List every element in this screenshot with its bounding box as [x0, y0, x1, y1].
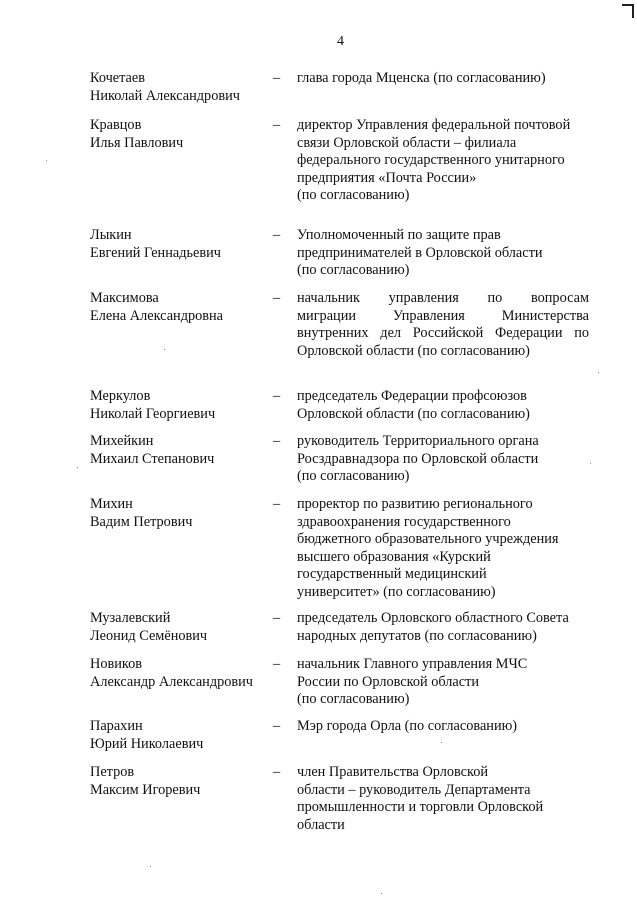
member-position	[297, 718, 589, 736]
member-position	[297, 496, 589, 602]
position-line: бюджетного образовательного учреждения	[297, 531, 559, 548]
separator-dash: –	[273, 117, 281, 133]
position-line: директор Управления федеральной почтовой	[297, 117, 571, 133]
separator-dash: –	[273, 433, 281, 449]
member-name	[90, 70, 275, 105]
member-surname: Музалевский	[90, 610, 171, 626]
separator-dash: –	[273, 656, 281, 672]
scan-speck	[150, 866, 151, 867]
separator-dash: –	[273, 764, 281, 780]
position-line: председатель Орловского областного Совета	[297, 610, 569, 626]
position-line: промышленности и торговли Орловской	[297, 799, 544, 816]
member-given-names: Илья Павлович	[90, 134, 184, 151]
scan-speck	[441, 742, 442, 743]
position-line: (по согласованию)	[297, 691, 410, 708]
member-given-names: Вадим Петрович	[90, 513, 193, 530]
member-name	[90, 433, 275, 468]
member-given-names: Евгений Геннадьевич	[90, 244, 221, 261]
position-line: глава города Мценска (по согласованию)	[297, 70, 546, 86]
member-surname: Петров	[90, 764, 135, 780]
member-name	[90, 227, 275, 262]
member-name	[90, 610, 275, 645]
position-line: области – руководитель Департамента	[297, 781, 531, 798]
page-number: 4	[337, 34, 344, 49]
separator-dash: –	[273, 227, 281, 243]
position-line: связи Орловской области – филиала	[297, 134, 517, 151]
position-line: (по согласованию)	[297, 187, 410, 204]
member-given-names: Максим Игоревич	[90, 781, 201, 798]
member-surname: Кравцов	[90, 117, 142, 133]
position-line: Орловской области (по согласованию)	[297, 342, 530, 359]
member-given-names: Николай Александрович	[90, 87, 240, 104]
member-surname: Максимова	[90, 290, 159, 306]
position-line: здравоохранения государственного	[297, 513, 511, 530]
member-surname: Михейкин	[90, 433, 154, 449]
member-position	[297, 656, 589, 709]
position-line: миграции Управления Министерства	[297, 307, 589, 324]
position-line: (по согласованию)	[297, 262, 410, 279]
member-surname: Лыкин	[90, 227, 132, 243]
member-surname: Парахин	[90, 718, 143, 734]
position-line: Росздравнадзора по Орловской области	[297, 450, 539, 467]
member-name	[90, 718, 275, 753]
member-surname: Михин	[90, 496, 133, 512]
separator-dash: –	[273, 496, 281, 512]
position-line: Орловской области (по согласованию)	[297, 405, 530, 422]
member-name	[90, 656, 275, 691]
member-name	[90, 290, 275, 325]
position-line: предприятия «Почта России»	[297, 169, 477, 186]
member-given-names: Михаил Степанович	[90, 450, 215, 467]
separator-dash: –	[273, 388, 281, 404]
member-surname: Кочетаев	[90, 70, 146, 86]
position-line: области	[297, 816, 345, 833]
member-given-names: Леонид Семёнович	[90, 627, 208, 644]
member-position	[297, 388, 589, 423]
member-given-names: Александр Александрович	[90, 673, 253, 690]
position-line: государственный медицинский	[297, 566, 487, 583]
position-line: (по согласованию)	[297, 468, 410, 485]
separator-dash: –	[273, 70, 281, 86]
position-line: член Правительства Орловской	[297, 764, 489, 780]
member-surname: Новиков	[90, 656, 142, 672]
member-given-names: Елена Александровна	[90, 307, 224, 324]
scan-speck	[590, 463, 591, 464]
position-line: России по Орловской области	[297, 673, 480, 690]
scan-speck	[164, 349, 165, 350]
position-line: предпринимателей в Орловской области	[297, 244, 543, 261]
member-given-names: Юрий Николаевич	[90, 735, 204, 752]
position-line: университет» (по согласованию)	[297, 583, 496, 600]
member-position	[297, 290, 589, 360]
corner-crop-mark	[622, 4, 634, 18]
position-line: внутренних дел Российской Федерации по	[297, 325, 589, 342]
scan-speck	[381, 893, 382, 894]
member-name	[90, 117, 275, 152]
member-name	[90, 388, 275, 423]
separator-dash: –	[273, 718, 281, 734]
member-given-names: Николай Георгиевич	[90, 405, 216, 422]
position-line: руководитель Территориального органа	[297, 433, 539, 449]
scan-speck	[77, 467, 78, 468]
member-name	[90, 496, 275, 531]
member-surname: Меркулов	[90, 388, 151, 404]
position-line: Мэр города Орла (по согласованию)	[297, 718, 518, 734]
position-line: председатель Федерации профсоюзов	[297, 388, 527, 404]
member-position	[297, 117, 589, 205]
position-line: Уполномоченный по защите прав	[297, 227, 501, 243]
member-position	[297, 610, 589, 645]
member-position	[297, 433, 589, 486]
position-line: народных депутатов (по согласованию)	[297, 627, 537, 644]
separator-dash: –	[273, 290, 281, 306]
position-line: высшего образования «Курский	[297, 548, 491, 565]
position-line: проректор по развитию регионального	[297, 496, 533, 512]
scan-speck	[46, 160, 47, 161]
member-position	[297, 227, 589, 280]
member-position	[297, 70, 589, 88]
position-line: федерального государственного унитарного	[297, 152, 565, 169]
position-line: начальник управления по вопросам	[297, 290, 589, 306]
position-line: начальник Главного управления МЧС	[297, 656, 528, 672]
separator-dash: –	[273, 610, 281, 626]
member-position	[297, 764, 589, 834]
member-name	[90, 764, 275, 799]
scan-speck	[598, 372, 599, 373]
